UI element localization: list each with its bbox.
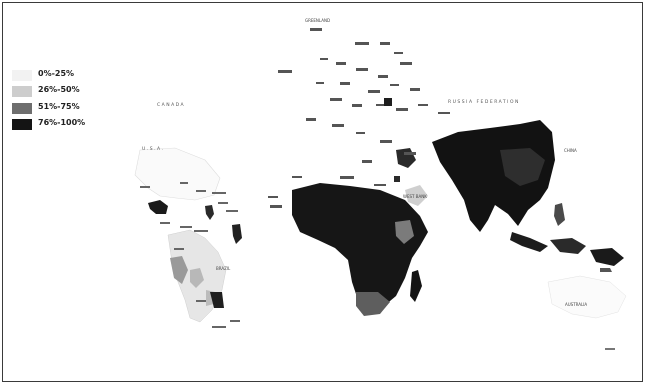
timor-region <box>600 268 612 272</box>
label-china: CHINA <box>564 148 577 153</box>
scale-mark <box>605 348 615 350</box>
mexico-region <box>148 200 168 214</box>
label-australia: AUSTRALIA <box>565 302 588 307</box>
label-canada: CANADA <box>157 103 186 108</box>
legend-swatch <box>12 70 32 81</box>
europe-scatter <box>268 28 450 208</box>
legend-swatch <box>12 103 32 114</box>
central-america-region <box>205 205 214 220</box>
indonesia-region-2 <box>550 238 586 254</box>
middle-east-region <box>396 148 416 168</box>
north-america-outline <box>135 148 220 200</box>
madagascar-region <box>410 270 422 302</box>
philippines-region <box>554 203 565 226</box>
label-russia: RUSSIA FEDERATION <box>448 100 520 105</box>
legend-swatch <box>12 119 32 130</box>
papua-region <box>590 248 624 266</box>
label-usa: U.S.A. <box>142 147 165 152</box>
legend-label: 26%-50% <box>38 85 80 94</box>
label-brazil: BRAZIL <box>216 266 231 271</box>
legend-label: 0%-25% <box>38 69 75 78</box>
australia-outline <box>548 276 626 318</box>
legend-label: 76%-100% <box>38 118 86 127</box>
label-west-bank: WEST BANK <box>403 194 427 199</box>
indonesia-region-1 <box>510 232 548 252</box>
label-greenland: GREENLAND <box>305 18 331 23</box>
legend-swatch <box>12 86 32 97</box>
legend-label: 51%-75% <box>38 102 80 111</box>
caribbean-region <box>232 224 242 244</box>
